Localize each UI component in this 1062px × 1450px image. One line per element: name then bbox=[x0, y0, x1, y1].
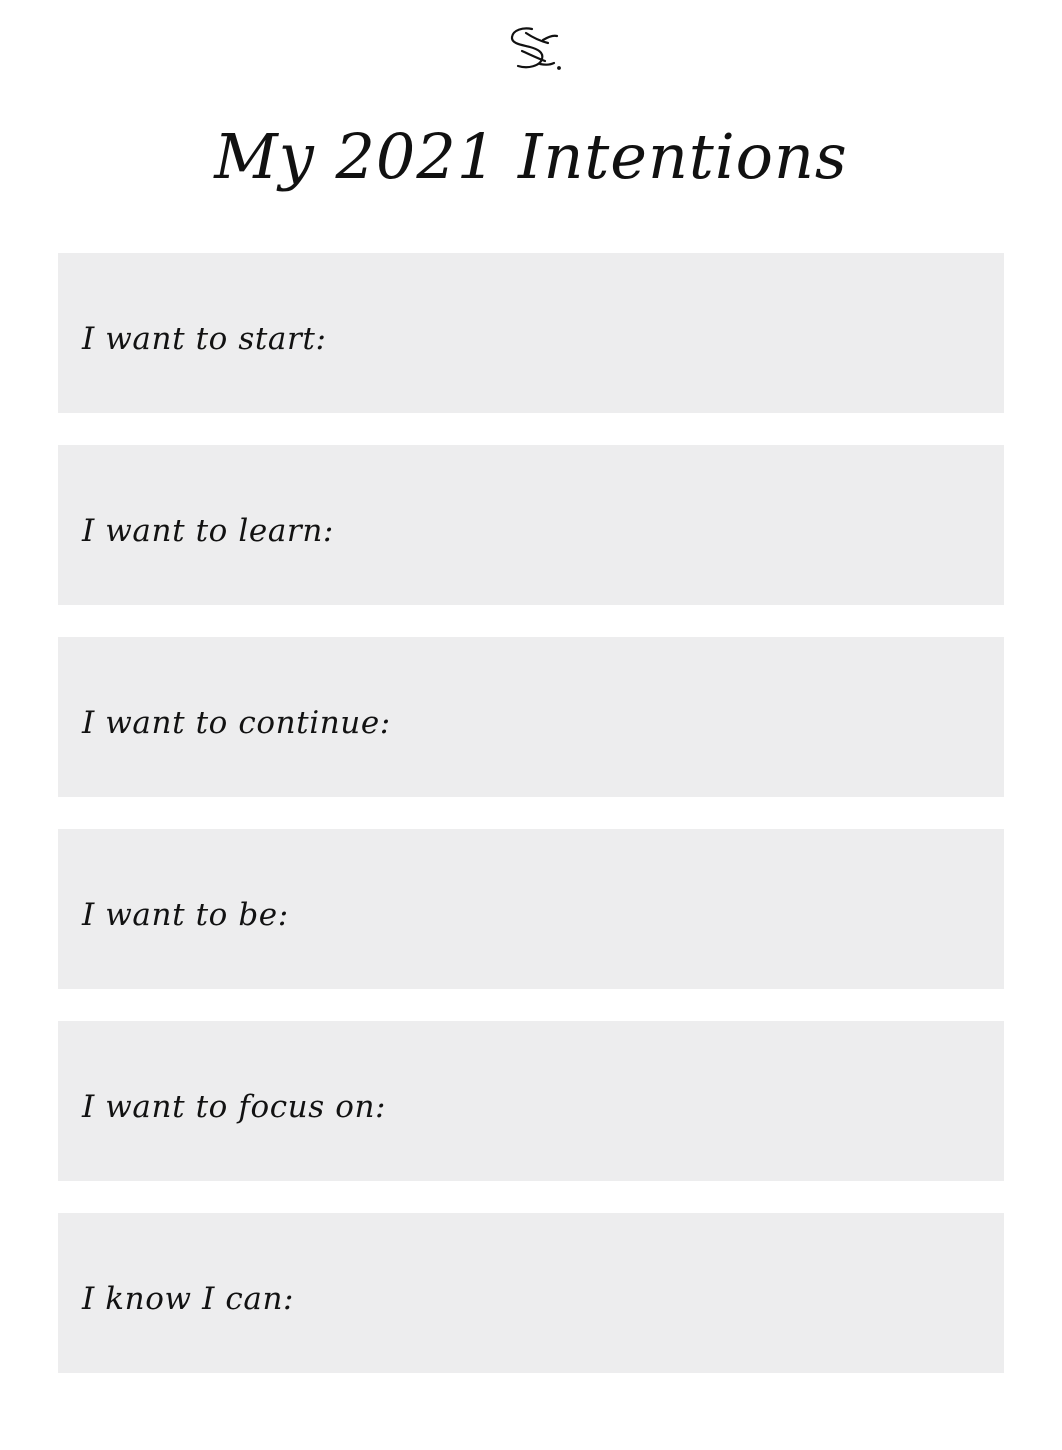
intentions-field-list bbox=[58, 253, 1004, 1373]
brand-logo bbox=[496, 18, 566, 80]
field-value[interactable] bbox=[82, 970, 980, 971]
page-title: My 2021 Intentions bbox=[214, 120, 848, 193]
field-label: I want to start: bbox=[82, 320, 327, 357]
intention-field-start[interactable] bbox=[58, 253, 1004, 413]
page-bottom-fade bbox=[0, 1392, 1062, 1450]
intention-field-focus-on[interactable] bbox=[58, 1021, 1004, 1181]
brand-script-monogram-icon bbox=[496, 21, 566, 77]
intention-field-continue[interactable] bbox=[58, 637, 1004, 797]
field-value[interactable] bbox=[82, 1162, 980, 1163]
field-value[interactable] bbox=[82, 778, 980, 779]
field-label: I know I can: bbox=[82, 1280, 295, 1317]
field-label: I want to focus on: bbox=[82, 1088, 387, 1125]
field-value[interactable] bbox=[82, 1354, 980, 1355]
intention-field-be[interactable] bbox=[58, 829, 1004, 989]
field-label: I want to learn: bbox=[82, 512, 334, 549]
intention-field-learn[interactable] bbox=[58, 445, 1004, 605]
intention-field-know-i-can[interactable] bbox=[58, 1213, 1004, 1373]
field-label: I want to continue: bbox=[82, 704, 391, 741]
field-value[interactable] bbox=[82, 394, 980, 395]
field-value[interactable] bbox=[82, 586, 980, 587]
field-label: I want to be: bbox=[82, 896, 289, 933]
